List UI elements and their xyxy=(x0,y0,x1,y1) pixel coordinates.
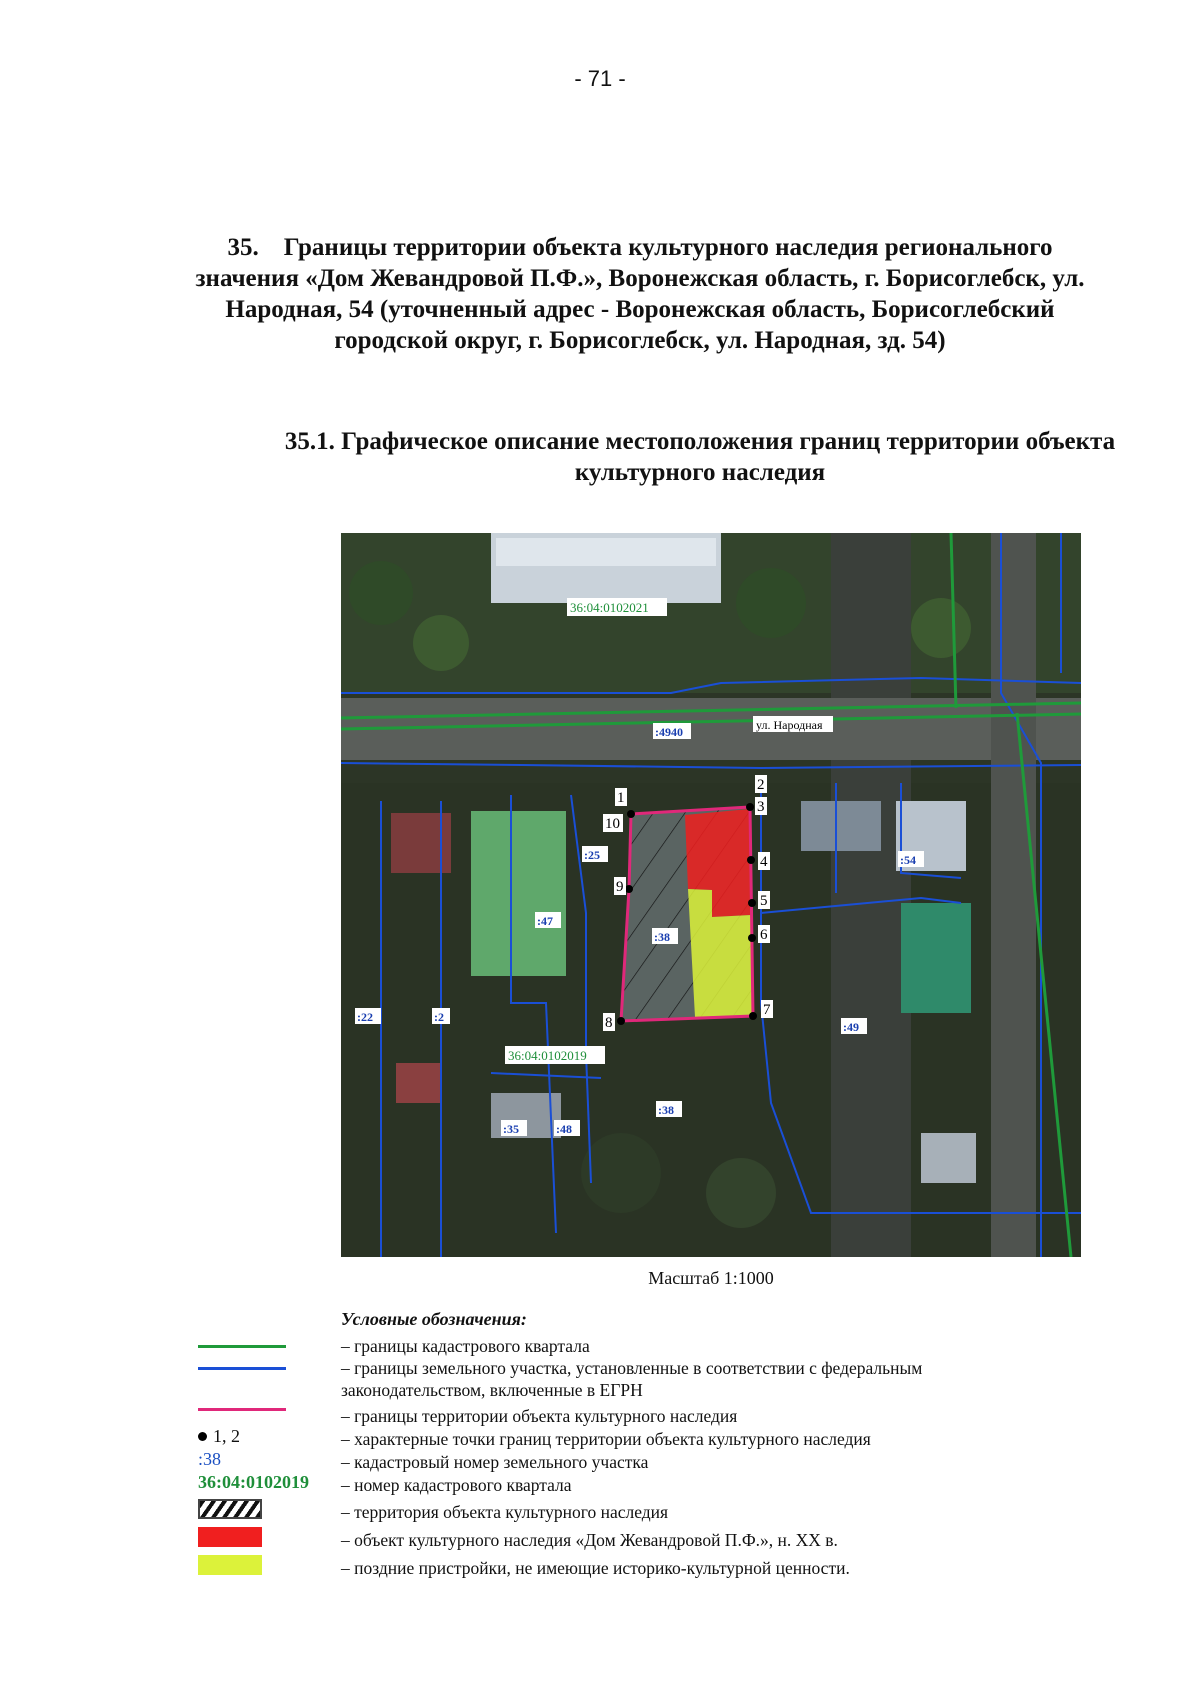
parcel-label-47: :47 xyxy=(537,914,553,928)
dot-icon: 1, 2 xyxy=(198,1426,240,1447)
red-box-icon xyxy=(198,1527,262,1547)
parcel-label-22: :22 xyxy=(357,1010,373,1024)
parcel-label-35: :35 xyxy=(503,1122,519,1136)
point-label-5: 5 xyxy=(760,893,768,909)
cadastral-map xyxy=(341,533,1081,1257)
parcel-number-sample: :38 xyxy=(198,1449,222,1469)
point-label-2: 2 xyxy=(757,777,765,793)
parcel-label-4940: :4940 xyxy=(655,725,683,739)
street-road xyxy=(341,698,1081,760)
point-label-3: 3 xyxy=(757,799,765,815)
point-label-4: 4 xyxy=(760,854,768,870)
street-label: ул. Народная xyxy=(756,718,823,732)
parcel-label-48: :48 xyxy=(556,1122,572,1136)
quarter-label-0102021: 36:04:0102021 xyxy=(570,600,649,615)
quarter-number-sample: 36:04:0102019 xyxy=(198,1472,309,1492)
legend-title: Условные обозначения: xyxy=(341,1309,527,1329)
yellow-box-icon xyxy=(198,1555,262,1575)
hatch-box-icon xyxy=(198,1499,262,1519)
green-line-icon xyxy=(198,1345,286,1348)
page-number: - 71 - xyxy=(574,66,626,91)
section-title: 35. Границы территории объекта культурного наследия регионального значения «Дом Жевандровой П.Ф.», Воронежская область, г. Борисоглебск, ул. Народная, 54 (уточненный адрес - Воронежская область, Борисоглебский городской округ, г. Борисоглебск, ул. Народная, зд. 54) xyxy=(195,234,1085,354)
point-label-8: 8 xyxy=(605,1015,613,1031)
point-label-1: 1 xyxy=(617,790,625,806)
point-label-6: 6 xyxy=(760,927,768,943)
parcel-label-38-heritage: :38 xyxy=(654,930,670,944)
map-scale: Масштаб 1:1000 xyxy=(648,1268,774,1288)
parcel-label-54: :54 xyxy=(900,853,916,867)
point-label-7: 7 xyxy=(763,1002,771,1018)
blue-line-icon xyxy=(198,1367,286,1370)
pink-line-icon xyxy=(198,1408,286,1411)
point-label-10: 10 xyxy=(605,816,620,832)
parcel-label-25: :25 xyxy=(584,848,600,862)
parcel-label-2: :2 xyxy=(434,1010,444,1024)
subsection-title: 35.1. Графическое описание местоположения границ территории объекта культурного наследия xyxy=(284,428,1116,486)
quarter-label-0102019: 36:04:0102019 xyxy=(508,1048,587,1063)
parcel-label-38: :38 xyxy=(658,1103,674,1117)
point-label-9: 9 xyxy=(616,879,624,895)
parcel-label-49: :49 xyxy=(843,1020,859,1034)
